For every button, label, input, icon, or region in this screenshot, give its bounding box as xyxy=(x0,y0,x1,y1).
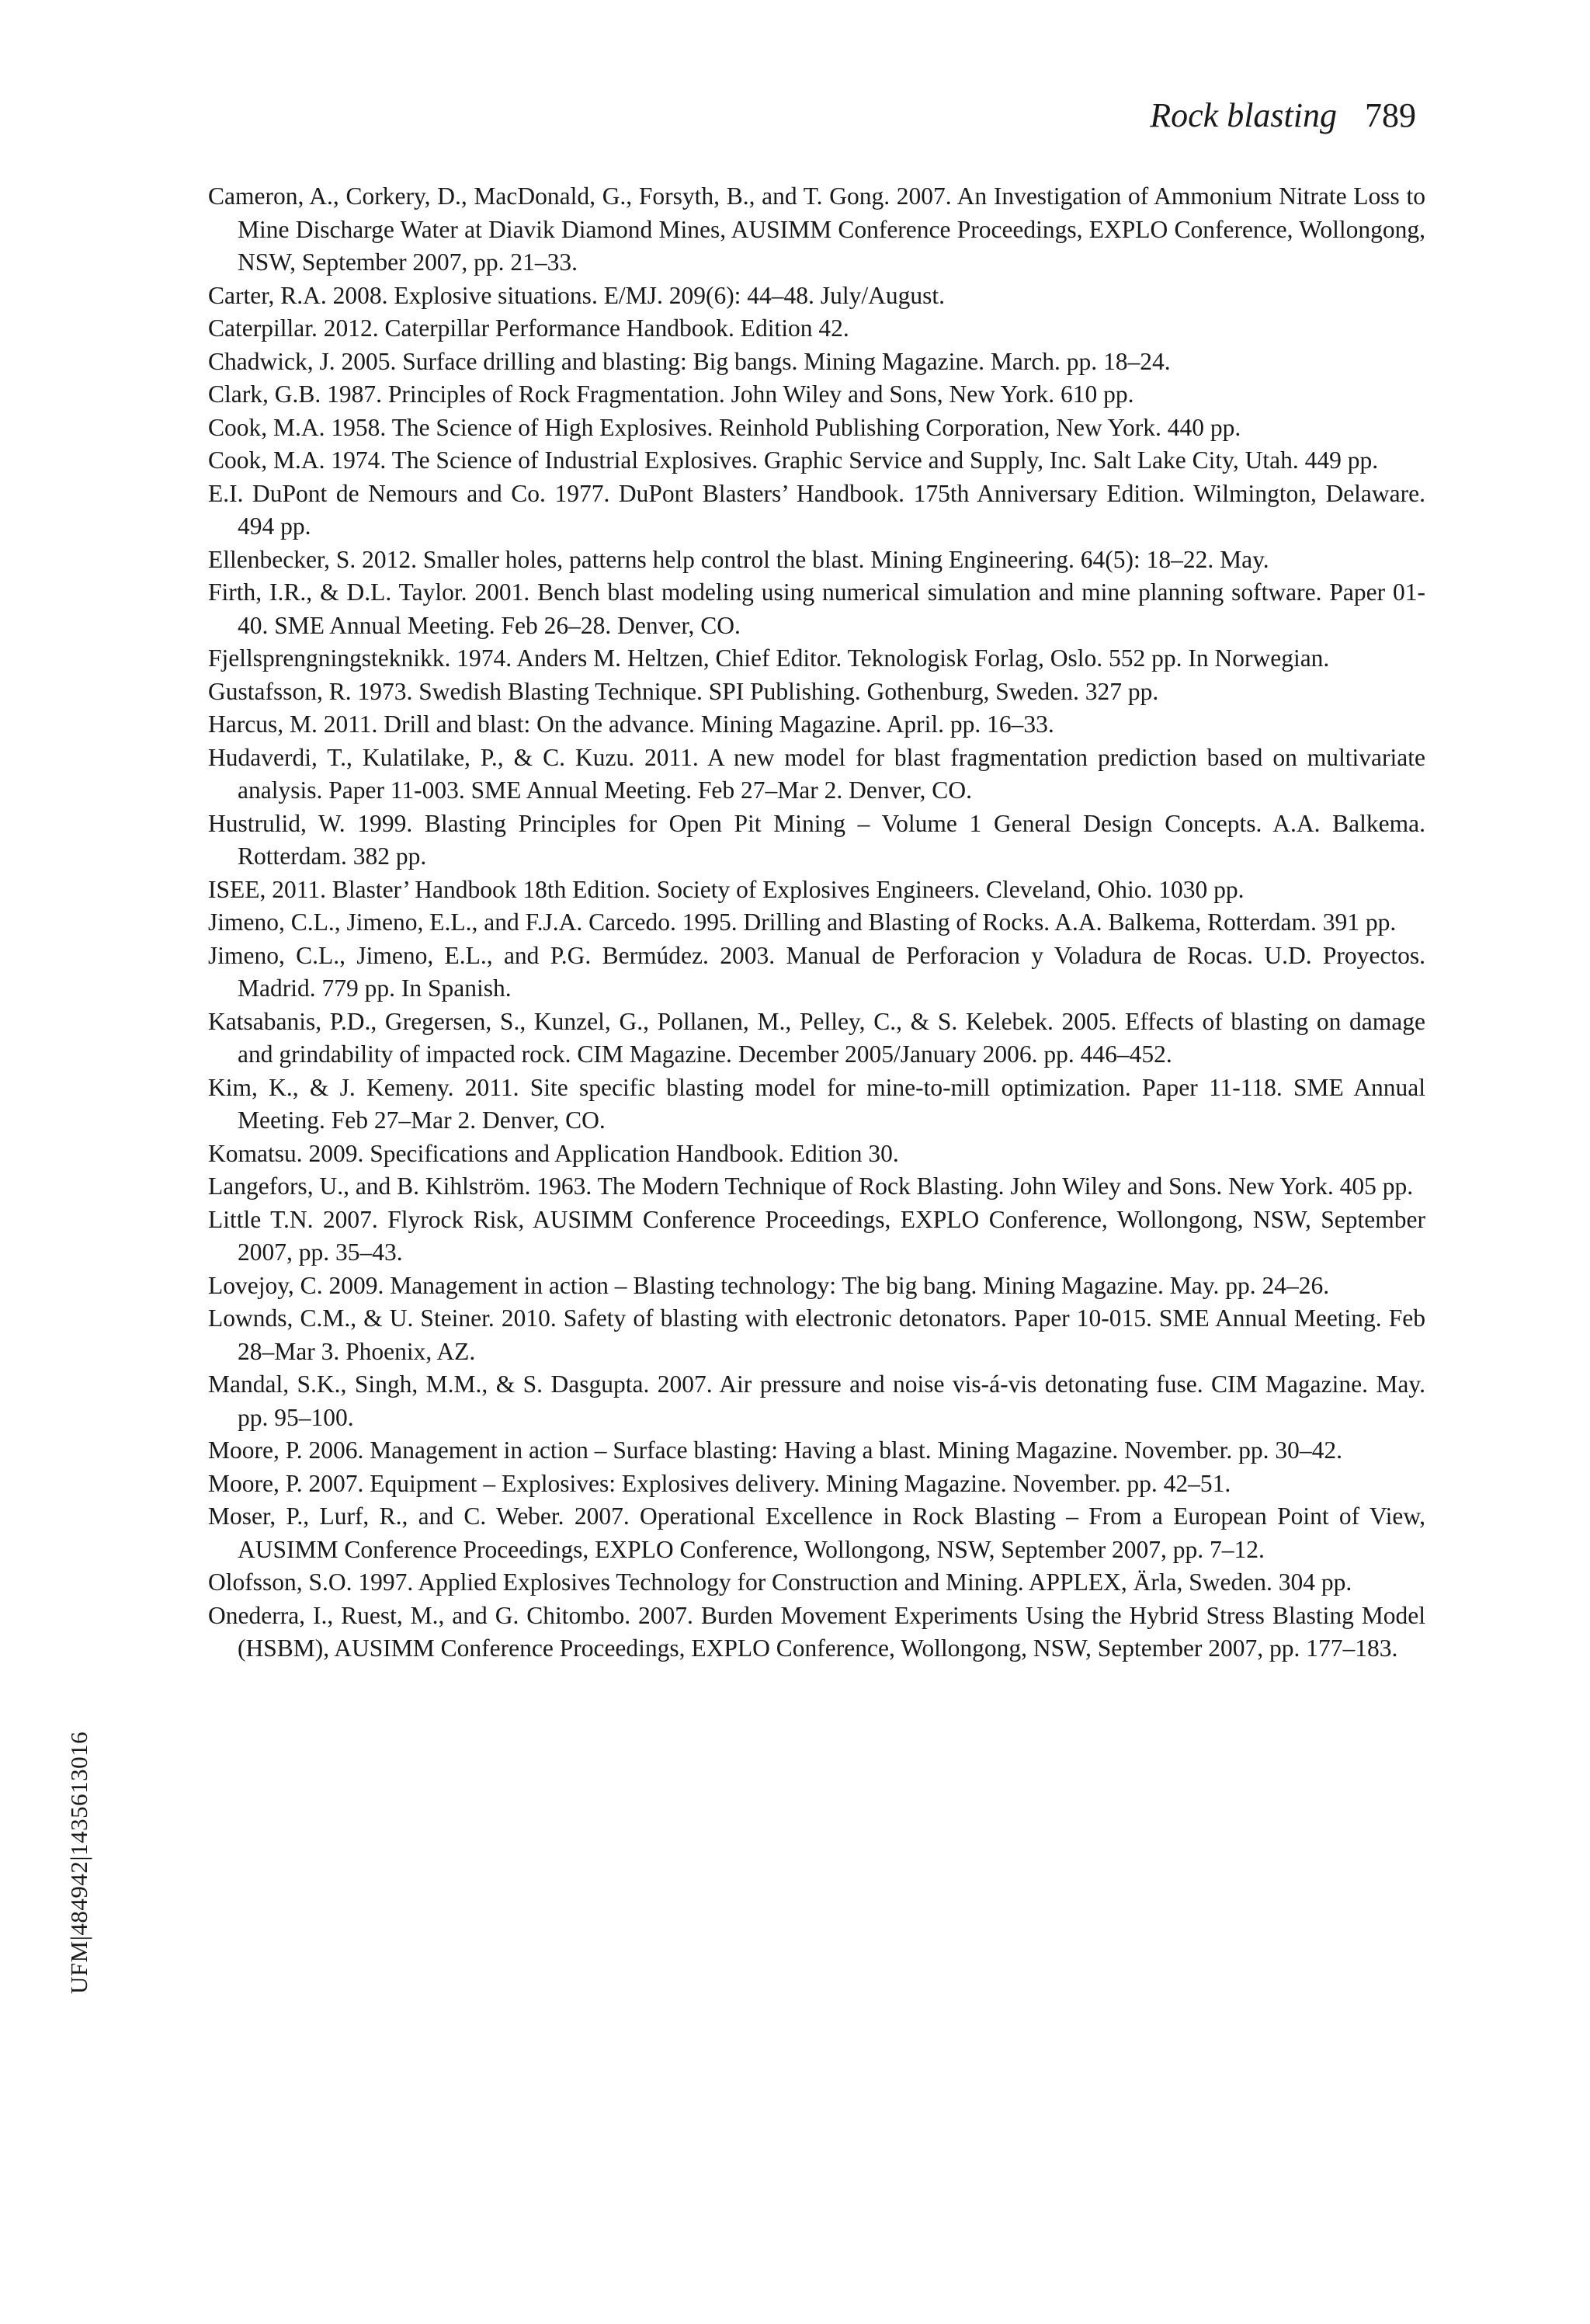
reference-entry: Jimeno, C.L., Jimeno, E.L., and F.J.A. Carcedo. 1995. Drilling and Blasting of Rocks. A.A. Balkema, Rotterdam. 391 pp. xyxy=(208,908,1397,936)
reference-entry: Hudaverdi, T., Kulatilake, P., & C. Kuzu. 2011. A new model for blast fragmentation prediction based on multivariate analysis. Paper 11-003. SME Annual Meeting. Feb 27–Mar 2. Denver, CO. xyxy=(208,743,1425,804)
reference-entry: Lovejoy, C. 2009. Management in action – Blasting technology: The big bang. Mining Magazine. May. pp. 24–26. xyxy=(208,1271,1330,1299)
reference-entry: Kim, K., & J. Kemeny. 2011. Site specific blasting model for mine-to-mill optimization. Paper 11-118. SME Annual Meeting. Feb 27–Mar 2. Denver, CO. xyxy=(208,1073,1425,1134)
side-identifier: UFM|484942|1435613016 xyxy=(65,1731,92,1994)
reference-entry: Caterpillar. 2012. Caterpillar Performance Handbook. Edition 42. xyxy=(208,314,849,342)
reference-entry: Moore, P. 2006. Management in action – Surface blasting: Having a blast. Mining Magazine. November. pp. 30–42. xyxy=(208,1436,1342,1464)
running-header xyxy=(1150,95,1416,137)
reference-entry: E.I. DuPont de Nemours and Co. 1977. DuPont Blasters’ Handbook. 175th Anniversary Edition. Wilmington, Delaware. 494 pp. xyxy=(208,479,1425,540)
reference-entry: Katsabanis, P.D., Gregersen, S., Kunzel, G., Pollanen, M., Pelley, C., & S. Kelebek. 2005. Effects of blasting on damage and grindability of impacted rock. CIM Magazine. December 2005/January 2006. pp. 446–452. xyxy=(208,1007,1425,1068)
reference-entry: Jimeno, C.L., Jimeno, E.L., and P.G. Bermúdez. 2003. Manual de Perforacion y Voladura de Rocas. U.D. Proyectos. Madrid. 779 pp. In Spanish. xyxy=(208,941,1425,1002)
reference-entry: Moser, P., Lurf, R., and C. Weber. 2007. Operational Excellence in Rock Blasting – From a European Point of View, AUSIMM Conference Proceedings, EXPLO Conference, Wollongong, NSW, September 2007, pp. 7–12. xyxy=(208,1502,1425,1563)
reference-entry: Moore, P. 2007. Equipment – Explosives: Explosives delivery. Mining Magazine. November. pp. 42–51. xyxy=(208,1469,1231,1497)
reference-entry: Lownds, C.M., & U. Steiner. 2010. Safety of blasting with electronic detonators. Paper 10-015. SME Annual Meeting. Feb 28–Mar 3. Phoenix, AZ. xyxy=(208,1304,1425,1365)
reference-entry: Cook, M.A. 1958. The Science of High Explosives. Reinhold Publishing Corporation, New York. 440 pp. xyxy=(208,413,1241,441)
page-number: 789 xyxy=(1365,96,1416,134)
reference-entry: Carter, R.A. 2008. Explosive situations. E/MJ. 209(6): 44–48. July/August. xyxy=(208,281,945,309)
reference-entry: Little T.N. 2007. Flyrock Risk, AUSIMM Conference Proceedings, EXPLO Conference, Wollongong, NSW, September 2007, pp. 35–43. xyxy=(208,1205,1425,1266)
reference-entry: Ellenbecker, S. 2012. Smaller holes, patterns help control the blast. Mining Engineering. 64(5): 18–22. May. xyxy=(208,545,1269,573)
reference-entry: Hustrulid, W. 1999. Blasting Principles for Open Pit Mining – Volume 1 General Design Concepts. A.A. Balkema. Rotterdam. 382 pp. xyxy=(208,809,1425,870)
reference-list xyxy=(208,180,1425,1666)
reference-entry: Chadwick, J. 2005. Surface drilling and blasting: Big bangs. Mining Magazine. March. pp. 18–24. xyxy=(208,347,1171,375)
reference-entry: Langefors, U., and B. Kihlström. 1963. The Modern Technique of Rock Blasting. John Wiley and Sons. New York. 405 pp. xyxy=(208,1172,1414,1200)
reference-entry: Olofsson, S.O. 1997. Applied Explosives Technology for Construction and Mining. APPLEX, Ärla, Sweden. 304 pp. xyxy=(208,1568,1352,1596)
running-title: Rock blasting xyxy=(1150,96,1337,134)
reference-entry: Firth, I.R., & D.L. Taylor. 2001. Bench blast modeling using numerical simulation and mine planning software. Paper 01-40. SME Annual Meeting. Feb 26–28. Denver, CO. xyxy=(208,578,1425,639)
reference-entry: Komatsu. 2009. Specifications and Application Handbook. Edition 30. xyxy=(208,1139,899,1167)
reference-entry: Cameron, A., Corkery, D., MacDonald, G., Forsyth, B., and T. Gong. 2007. An Investigation of Ammonium Nitrate Loss to Mine Discharge Water at Diavik Diamond Mines, AUSIMM Conference Proceedings, EXPLO Conference, Wollongong, NSW, September 2007, pp. 21–33. xyxy=(208,182,1425,276)
reference-entry: Gustafsson, R. 1973. Swedish Blasting Technique. SPI Publishing. Gothenburg, Sweden. 327 pp. xyxy=(208,677,1159,705)
reference-entry: Onederra, I., Ruest, M., and G. Chitombo. 2007. Burden Movement Experiments Using the Hybrid Stress Blasting Model (HSBM), AUSIMM Conference Proceedings, EXPLO Conference, Wollongong, NSW, September 2007, pp. 177–183. xyxy=(208,1601,1425,1662)
reference-entry: Cook, M.A. 1974. The Science of Industrial Explosives. Graphic Service and Supply, Inc. Salt Lake City, Utah. 449 pp. xyxy=(208,446,1379,474)
reference-entry: ISEE, 2011. Blaster’ Handbook 18th Edition. Society of Explosives Engineers. Cleveland, Ohio. 1030 pp. xyxy=(208,875,1245,903)
reference-entry: Harcus, M. 2011. Drill and blast: On the advance. Mining Magazine. April. pp. 16–33. xyxy=(208,710,1054,738)
reference-entry: Mandal, S.K., Singh, M.M., & S. Dasgupta. 2007. Air pressure and noise vis-á-vis detonating fuse. CIM Magazine. May. pp. 95–100. xyxy=(208,1370,1425,1431)
reference-entry: Clark, G.B. 1987. Principles of Rock Fragmentation. John Wiley and Sons, New York. 610 pp. xyxy=(208,380,1134,408)
reference-entry: Fjellsprengningsteknikk. 1974. Anders M. Heltzen, Chief Editor. Teknologisk Forlag, Oslo. 552 pp. In Norwegian. xyxy=(208,644,1330,672)
